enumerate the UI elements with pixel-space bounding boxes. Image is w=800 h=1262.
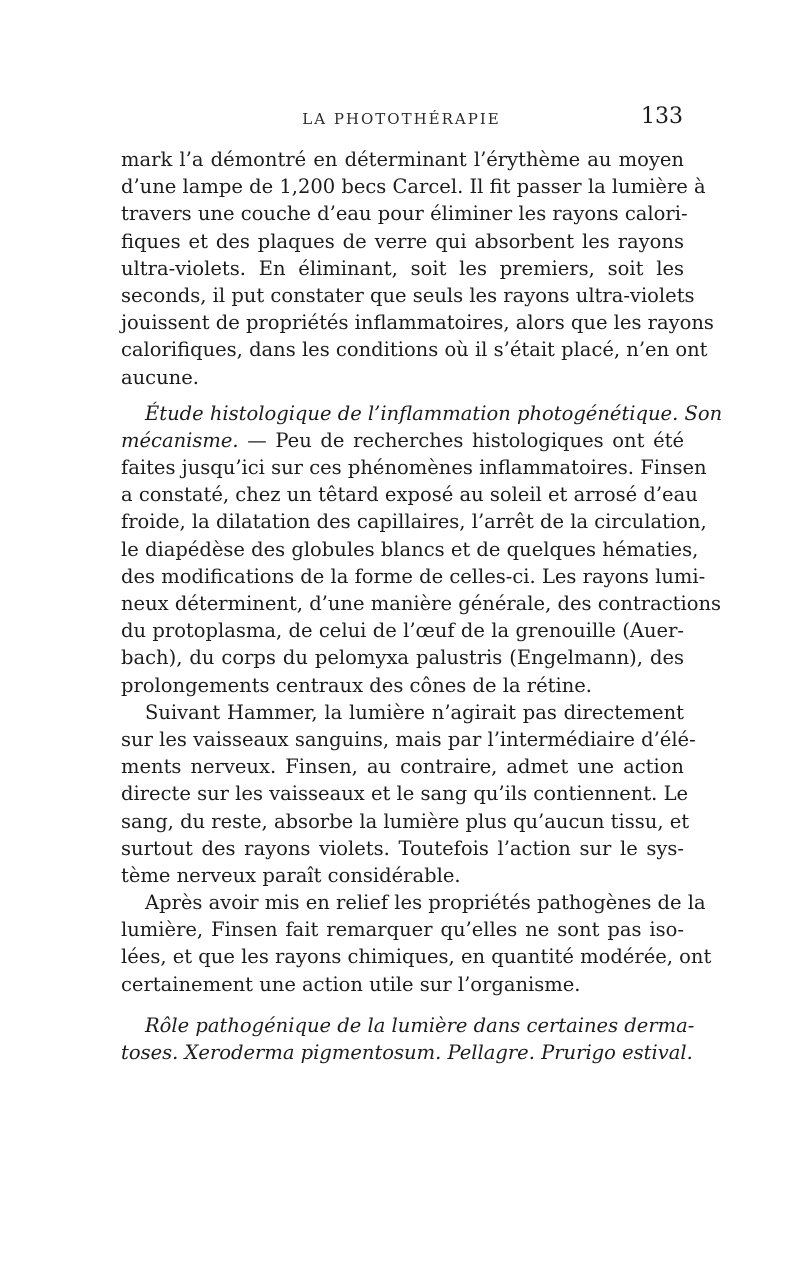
text-line: neux déterminent, d’une manière générale, des contractions — [121, 592, 722, 615]
text-line: aucune. — [121, 365, 199, 389]
paragraph-4 — [121, 889, 712, 998]
text-line — [121, 427, 684, 454]
text-line: surtout des rayons violets. Toutefois l’action sur le sys- — [121, 836, 684, 860]
text-line: ultra-violets. En éliminant, soit les premiers, soit les — [121, 256, 684, 280]
paragraph-2 — [121, 400, 723, 699]
text-line: mark l’a démontré en déterminant l’érythème au moyen — [121, 148, 684, 171]
text-line: le diapédèse des globules blancs et de quelques hématies, — [121, 537, 699, 561]
text-line: froide, la dilatation des capillaires, l’arrêt de la circulation, — [121, 510, 707, 534]
page-header — [120, 104, 683, 134]
text-span: — Peu de recherches histologiques ont été — [238, 428, 684, 452]
text-line: a constaté, chez un têtard exposé au soleil et arrosé d’eau — [121, 483, 698, 507]
section-heading: Étude histologique de l’inflammation photogénétique. Son — [145, 401, 723, 425]
page-number: 133 — [641, 104, 683, 129]
text-line: travers une couche d’eau pour éliminer les rayons calori- — [121, 202, 688, 226]
text-line: certainement une action utile sur l’organisme. — [121, 972, 581, 996]
text-line: lumière, Finsen fait remarquer qu’elles ne sont pas iso- — [121, 918, 684, 942]
paragraph-5 — [121, 1012, 695, 1066]
text-line: calorifiques, dans les conditions où il s’était placé, n’en ont — [121, 338, 708, 362]
text-line: prolongements centraux des cônes de la rétine. — [121, 673, 592, 697]
text-line: fiques et des plaques de verre qui absorbent les rayons — [121, 229, 684, 253]
text-line: directe sur les vaisseaux et le sang qu’ils contiennent. Le — [121, 782, 689, 806]
text-line: bach), du corps du pelomyxa palustris (Engelmann), des — [121, 646, 684, 670]
text-line: Suivant Hammer, la lumière n’agirait pas directement — [145, 700, 684, 724]
section-heading: toses. Xeroderma pigmentosum. Pellagre. Prurigo estival. — [121, 1041, 693, 1064]
text-line: seconds, il put constater que seuls les rayons ultra-violets — [121, 283, 695, 307]
text-line: ments nerveux. Finsen, au contraire, admet une action — [121, 755, 684, 779]
text-line: lées, et que les rayons chimiques, en quantité modérée, ont — [121, 945, 712, 969]
text-line: des modifications de la forme de celles-ci. Les rayons lumi- — [121, 564, 706, 588]
text-line: sang, du reste, absorbe la lumière plus qu’aucun tissu, et — [121, 809, 690, 833]
section-heading: Rôle pathogénique de la lumière dans certaines derma- — [145, 1013, 695, 1037]
text-line: d’une lampe de 1,200 becs Carcel. Il fit passer la lumière à — [121, 175, 706, 199]
paragraph-3 — [121, 699, 696, 889]
text-line: sur les vaisseaux sanguins, mais par l’intermédiaire d’élé- — [121, 727, 696, 751]
text-line: du protoplasma, de celui de l’œuf de la grenouille (Auer- — [121, 619, 684, 643]
text-line: jouissent de propriétés inflammatoires, alors que les rayons — [121, 311, 714, 335]
text-line: faites jusqu’ici sur ces phénomènes inflammatoires. Finsen — [121, 456, 707, 480]
paragraph-1 — [121, 146, 714, 391]
text-line: tème nerveux paraît considérable. — [121, 863, 461, 887]
body-text — [121, 146, 723, 1066]
section-heading-cont: mécanisme. — [121, 428, 239, 452]
running-title: LA PHOTOTHÉRAPIE — [302, 110, 501, 128]
text-line: Après avoir mis en relief les propriétés pathogènes de la — [145, 891, 706, 915]
